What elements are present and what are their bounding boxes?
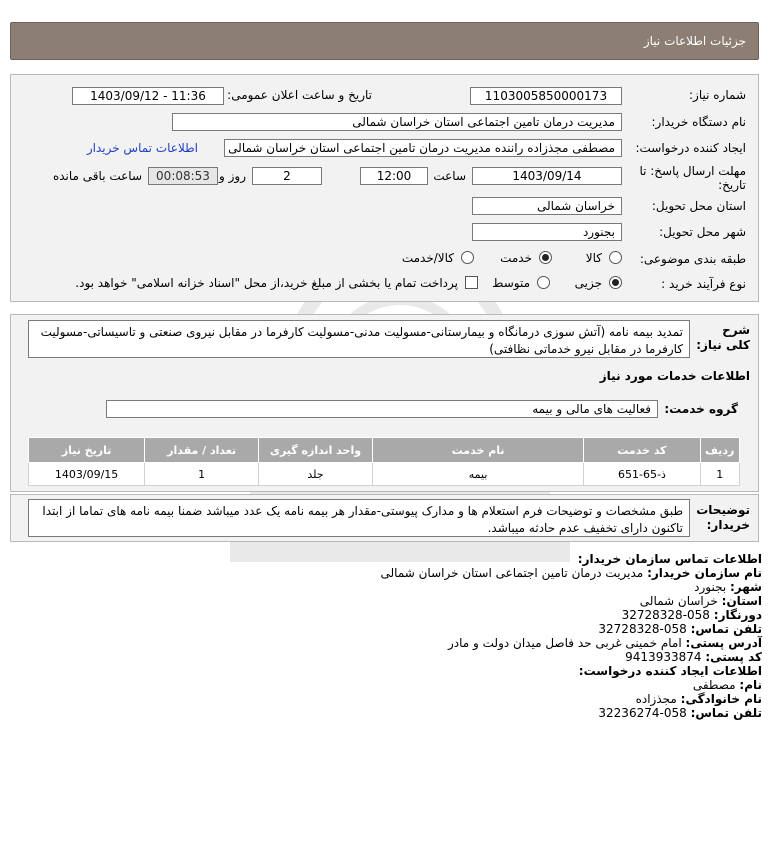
cell-row-number: 1 xyxy=(700,463,740,486)
contact-city: بجنورد xyxy=(694,580,727,594)
contact-province-row: استان: خراسان شمالی xyxy=(639,594,762,608)
city-label: شهر محل تحویل: xyxy=(659,225,746,239)
remaining-label: ساعت باقی مانده xyxy=(52,169,142,183)
remaining-time-field: 00:08:53 xyxy=(148,167,218,185)
process-label: نوع فرآیند خرید : xyxy=(661,277,746,291)
service-group-label: گروه خدمت: xyxy=(664,402,738,416)
buyer-contact-link[interactable]: اطلاعات تماس خریدار xyxy=(86,141,198,155)
contact-province: خراسان شمالی xyxy=(639,594,718,608)
category-label: طبقه بندی موضوعی: xyxy=(639,252,746,266)
days-label: روز و xyxy=(219,169,246,183)
header-bar xyxy=(10,22,759,60)
process-option-minor: جزیی xyxy=(574,276,602,290)
contact-org: مدیریت درمان تامین اجتماعی استان خراسان شمالی xyxy=(380,566,644,580)
services-section-title: اطلاعات خدمات مورد نیاز xyxy=(599,369,750,383)
treasury-text: پرداخت تمام یا بخشی از مبلغ خرید،از محل "اسناد خزانه اسلامی" خواهد بود. xyxy=(75,276,458,290)
need-number-label: شماره نیاز: xyxy=(689,88,746,102)
col-service-code: کد خدمت xyxy=(584,438,700,463)
creator-phone-row: تلفن تماس: 058-32236274 xyxy=(598,706,762,720)
creator-phone: 058-32236274 xyxy=(598,706,687,720)
announce-label: تاریخ و ساعت اعلان عمومی: xyxy=(227,88,372,102)
col-need-date: تاریخ نیاز xyxy=(29,438,145,463)
need-info-panel xyxy=(10,74,759,302)
category-radio-goods[interactable] xyxy=(609,251,622,264)
service-group-field: فعالیت های مالی و بیمه xyxy=(106,400,658,418)
notes-label: توضیحات خریدار: xyxy=(696,503,750,532)
category-radio-goods-service[interactable] xyxy=(461,251,474,264)
process-option-medium: متوسط xyxy=(492,276,530,290)
services-table xyxy=(28,437,740,486)
process-radio-minor[interactable] xyxy=(609,276,622,289)
cell-quantity: 1 xyxy=(145,463,259,486)
contact-city-row: شهر: بجنورد xyxy=(694,580,762,594)
deadline-label: مهلت ارسال پاسخ: تا تاریخ: xyxy=(639,164,746,192)
notes-panel xyxy=(10,494,759,542)
page-title: جزئیات اطلاعات نیاز xyxy=(643,34,746,48)
days-field: 2 xyxy=(252,167,322,185)
col-unit: واحد اندازه گیری xyxy=(259,438,373,463)
buyer-org-label: نام دستگاه خریدار: xyxy=(651,115,746,129)
contact-phone-row: تلفن تماس: 058-32728328 xyxy=(598,622,762,636)
cell-unit: جلد xyxy=(259,463,373,486)
table-row xyxy=(29,463,740,486)
cell-service-code: ذ-65-651 xyxy=(584,463,700,486)
creator-name-row: نام: مصطفی xyxy=(692,678,762,692)
province-field: خراسان شمالی xyxy=(472,197,622,215)
contact-phone: 058-32728328 xyxy=(598,622,687,636)
creator-field: مصطفی مجذزاده راننده مدیریت درمان تامین اجتماعی استان خراسان شمالی xyxy=(224,139,622,157)
announce-field: 1403/09/12 - 11:36 xyxy=(72,87,224,105)
category-radio-service[interactable] xyxy=(539,251,552,264)
contact-fax: 058-32728328 xyxy=(621,608,710,622)
contact-fax-row: دورنگار: 058-32728328 xyxy=(621,608,762,622)
contact-address: امام خمینی غربی حد فاصل میدان دولت و مادر xyxy=(448,636,682,650)
cell-service-name: بیمه xyxy=(372,463,583,486)
deadline-time-field: 12:00 xyxy=(360,167,428,185)
contact-postal-row: کد پستی: 9413933874 xyxy=(625,650,762,664)
summary-label: شرح کلی نیاز: xyxy=(696,323,750,352)
process-radio-medium[interactable] xyxy=(537,276,550,289)
notes-textbox: طبق مشخصات و توضیحات فرم استعلام ها و مدارک پیوستی-مقدار هر بیمه نامه یک عدد میباشد ضمنا بیمه نامه های تماما از ابتدا تاکنون دارای تخفیف عدم حادثه میباشد. xyxy=(28,499,690,537)
contact-postal: 9413933874 xyxy=(625,650,702,664)
deadline-time-label: ساعت xyxy=(433,169,466,183)
creator-family-row: نام خانوادگی: مجذزاده xyxy=(635,692,762,706)
cell-need-date: 1403/09/15 xyxy=(29,463,145,486)
contact-section xyxy=(22,552,762,720)
creator-family: مجذزاده xyxy=(635,692,677,706)
buyer-org-field: مدیریت درمان تامین اجتماعی استان خراسان شمالی xyxy=(172,113,622,131)
need-number-field: 1103005850000173 xyxy=(470,87,622,105)
contact-org-row: نام سازمان خریدار: مدیریت درمان تامین اجتماعی استان خراسان شمالی xyxy=(380,566,762,580)
summary-textbox: تمدید بیمه نامه (آتش سوزی درمانگاه و بیمارستانی-مسولیت مدنی-مسولیت کارفرما در مقابل نیروی صنعتی و تاسیساتی-مسولیت کارفرما در مقابل نیرو خدماتی نظافتی) xyxy=(28,320,690,358)
contact-address-row: آدرس پستی: امام خمینی غربی حد فاصل میدان دولت و مادر xyxy=(448,636,762,650)
category-option-goods: کالا xyxy=(585,251,602,265)
deadline-date-field: 1403/09/14 xyxy=(472,167,622,185)
col-service-name: نام خدمت xyxy=(372,438,583,463)
creator-label: ایجاد کننده درخواست: xyxy=(635,141,746,155)
treasury-checkbox[interactable] xyxy=(465,276,478,289)
category-option-service: خدمت xyxy=(500,251,532,265)
category-option-goods-service: کالا/خدمت xyxy=(401,251,454,265)
table-header-row xyxy=(29,438,740,463)
creator-info-title: اطلاعات ایجاد کننده درخواست: xyxy=(578,664,762,678)
contact-title: اطلاعات تماس سازمان خریدار: xyxy=(577,552,762,566)
col-row-number: ردیف xyxy=(700,438,740,463)
creator-name: مصطفی xyxy=(692,678,736,692)
col-quantity: تعداد / مقدار xyxy=(145,438,259,463)
city-field: بجنورد xyxy=(472,223,622,241)
summary-panel xyxy=(10,314,759,492)
province-label: استان محل تحویل: xyxy=(651,199,746,213)
